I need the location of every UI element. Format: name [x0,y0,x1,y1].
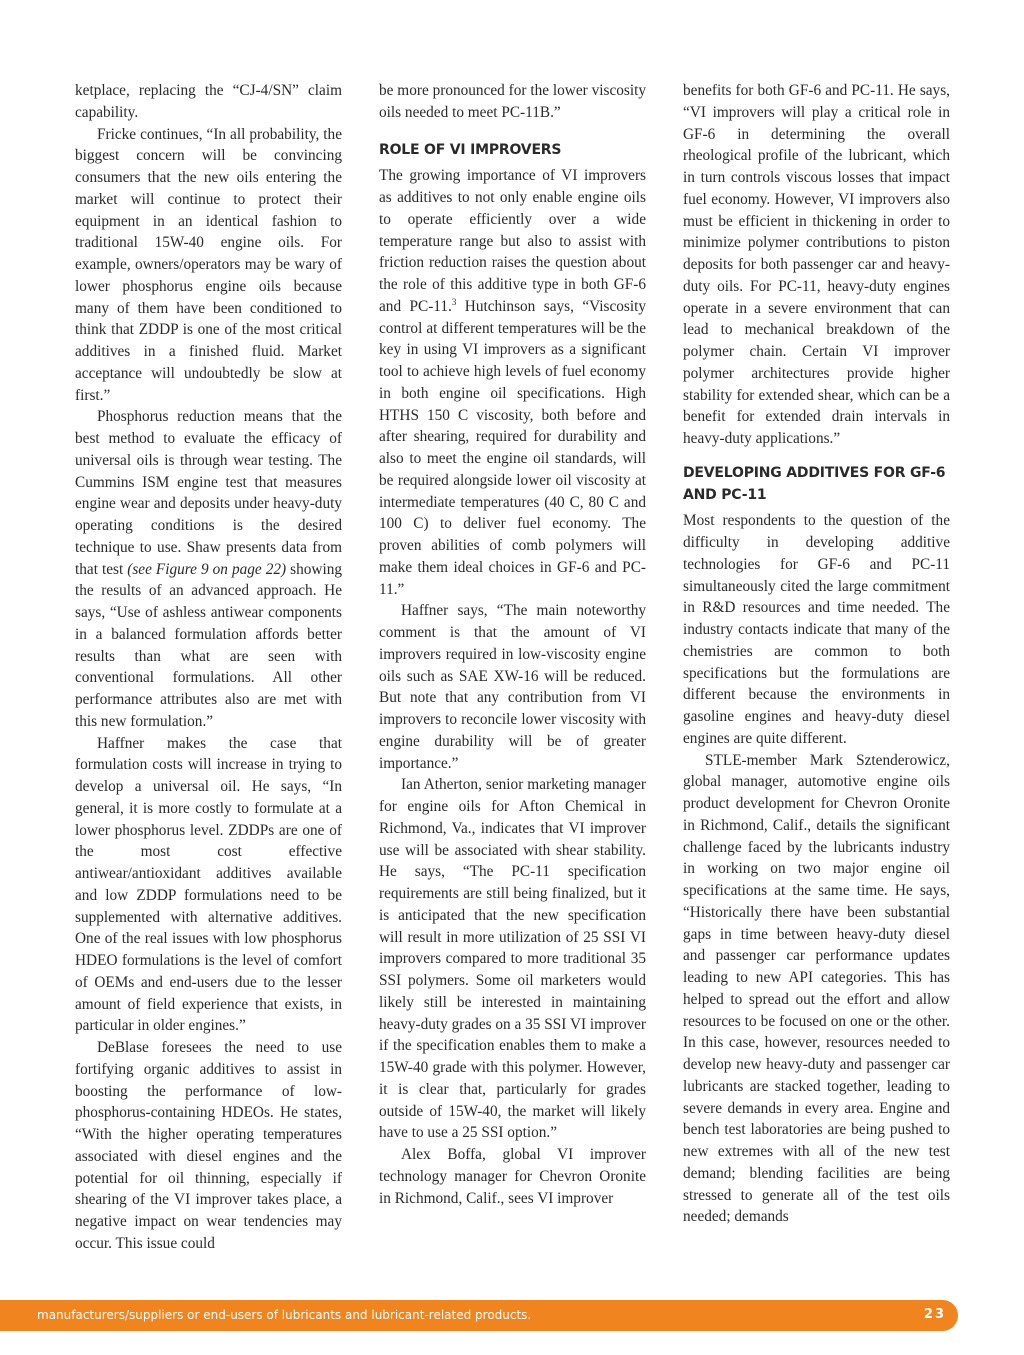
body-text: The growing importance of VI improvers as additives to not only enable engine oils to operate efficiently over a wide temperature range but also to assist with friction reduction raises the question about the role of this additive type in both GF-6 and PC-11. [379,167,646,315]
body-paragraph: Fricke continues, “In all probability, the biggest concern will be convincing consumers that the new oils entering the market will continue to protect their equipment in an identical fashion to traditional 15W-40 engine oils. For example, owners/operators may be wary of lower phosphorus engine oils because many of them have been conditioned to think that ZDDP is one of the most critical additives in a finished fluid. Market acceptance will undoubtedly be slow at first.” [75,125,342,404]
body-paragraph: Haffner makes the case that formulation costs will increase in trying to develop a universal oil. He says, “In general, it is more costly to formulate at a lower phosphorus level. ZDDPs are one of the most cost effective antiwear/antioxidant additives available and low ZDDP formulations need to be supplemented with alternative additives. One of the real issues with low phosphorus HDEO formulations is the level of comfort of OEMs and end-users due to the lesser amount of field experience that exists, in particular in older engines.” [75,734,342,1035]
body-paragraph: Most respondents to the question of the difficulty in developing additive technologies for GF-6 and PC-11 simultaneously cited the large commitment in R&D resources and time needed. The industry contacts indicate that many of the chemistries are common to both specifications but the formulations are different because the environments in gasoline engines and heavy-duty diesel engines are quite different. [683,512,950,747]
page-number: 23 [923,1307,946,1322]
body-paragraph: Haffner says, “The main noteworthy comment is that the amount of VI improvers required in low-viscosity engine oils such as SAE XW-16 will be reduced. But note that any contribution from VI improvers to reconcile lower viscosity with engine durability will be of greater importance.” [379,602,646,772]
body-paragraph: STLE-member Mark Sztenderowicz, global manager, automotive engine oils product development for Chevron Oronite in Richmond, Calif., details the significant challenge faced by the lubricants industry in working on two major engine oil specifications at the same time. He says, “Historically there have been substantial gaps in time between heavy-duty diesel and passenger car performance updates leading to new API categories. This has helped to spread out the effort and allow resources to be focused on one or the other. In this case, however, resources needed to develop new heavy-duty and passenger car lubricants are stacked together, leading to severe demands in every area. Engine and bench test laboratories are being pushed to new extremes with all of the new test demand; blending facilities are being stressed to generate all of the test oils needed; demands [683,751,950,1226]
body-paragraph: Alex Boffa, global VI improver technology manager for Chevron Oronite in Richmond, Calif., sees VI improver [379,1146,646,1207]
figure-reference: (see Figure 9 on page 22) [127,560,287,578]
body-paragraph [75,406,342,732]
body-text: showing the results of an advanced approach. He says, “Use of ashless antiwear components in a balanced formulation affords better results than what are seen with conventional formulations. All other performance attributes also are met with this new formulation.” [75,560,342,730]
body-paragraph: DeBlase foresees the need to use fortifying organic additives to assist in boosting the performance of low-phosphorus-containing HDEOs. He states, “With the higher operating temperatures associated with diesel engines and the potential for oil thinning, especially if shearing of the VI improver takes place, a negative impact on wear tendencies may occur. This issue could [75,1039,342,1252]
body-paragraph [379,165,646,600]
body-paragraph: Ian Atherton, senior marketing manager for engine oils for Afton Chemical in Richmond, Va., indicates that VI improver use will be associated with shear stability. He says, “The PC-11 specification requirements are still being finalized, but it is anticipated that the new specification will result in more utilization of 25 SSI VI improvers compared to more traditional 35 SSI polymers. Some oil marketers would likely still be interested in maintaining heavy-duty grades on a 35 SSI VI improver if the specification enables them to make a 15W-40 grade with this polymer. However, it is clear that, particularly for grades outside of 15W-40, the market will likely have to use a 25 SSI option.” [379,776,646,1142]
body-paragraph: ketplace, replacing the “CJ-4/SN” claim capability. [75,82,342,121]
body-text: Phosphorus reduction means that the best method to evaluate the efficacy of universal oils is through wear testing. The Cummins ISM engine test that measures engine wear and deposits under heavy-duty operating conditions is the desired technique to use. Shaw presents data from that test [75,408,342,578]
section-heading: ROLE OF VI IMPROVERS [379,141,562,158]
page-footer-bar [0,1300,958,1331]
body-paragraph: be more pronounced for the lower viscosity oils needed to meet PC-11B.” [379,82,646,121]
article-column-3 [683,80,950,1228]
footer-text: manufacturers/suppliers or end-users of lubricants and lubricant-related products. [37,1308,532,1322]
footnote-reference: 3 [451,296,457,307]
article-column-1 [75,80,342,1255]
body-text: Hutchinson says, “Viscosity control at different temperatures will be the key in using VI improvers as a significant tool to achieve high levels of fuel economy in both engine oil specifications. High HTHS 150 C viscosity, both before and after shearing, required for durability and also to meet the engine oil standards, will be required alongside lower oil viscosity at intermediate temperatures (40 C, 80 C and 100 C) to deliver fuel economy. The proven abilities of comb polymers will make them ideal choices in GF-6 and PC-11.” [379,297,646,598]
article-column-2 [379,80,646,1209]
section-heading: DEVELOPING ADDITIVES FOR GF-6 AND PC-11 [683,464,946,503]
body-paragraph: benefits for both GF-6 and PC-11. He says, “VI improvers will play a critical role in GF-6 in determining the overall rheological profile of the lubricant, which in turn controls viscous losses that impact fuel economy. However, VI improvers also must be efficient in thickening in order to minimize polymer contributions to piston deposits for both passenger car and heavy-duty oils. For PC-11, heavy-duty engines operate in a severe environment that can lead to mechanical breakdown of the polymer chain. Certain VI improver polymer architectures provide higher stability for extended shear, which can be a benefit for extended drain intervals in heavy-duty applications.” [683,82,950,447]
